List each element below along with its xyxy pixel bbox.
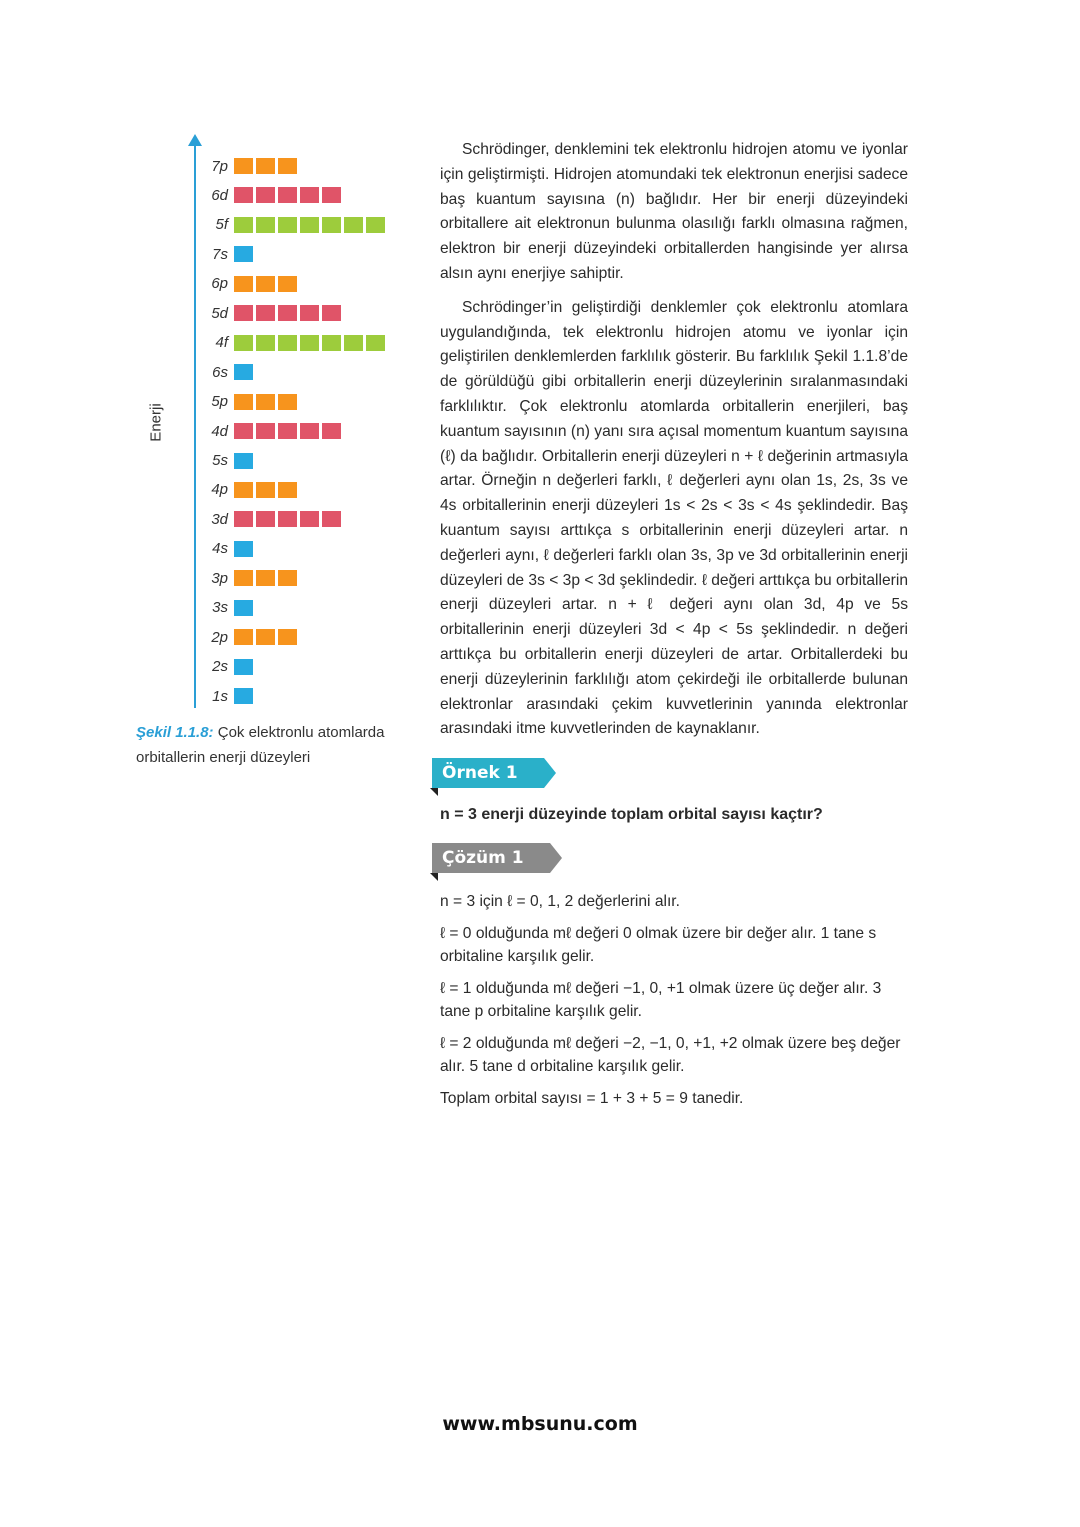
energy-level-3s — [200, 598, 256, 618]
orbital-box-p — [234, 158, 253, 174]
orbital-box-p — [234, 482, 253, 498]
orbital-box-d — [322, 305, 341, 321]
orbital-box-d — [278, 511, 297, 527]
solution-tag-label: Çözüm 1 — [442, 848, 524, 868]
level-label: 4f — [215, 334, 228, 352]
orbital-box-d — [234, 305, 253, 321]
level-label: 7s — [212, 245, 228, 263]
level-label: 2p — [211, 628, 228, 646]
energy-level-5f — [200, 215, 388, 235]
orbital-box-s — [234, 246, 253, 262]
orbital-box-d — [234, 511, 253, 527]
orbital-box-d — [278, 423, 297, 439]
level-label: 7p — [211, 157, 228, 175]
orbital-box-d — [234, 187, 253, 203]
orbital-box-d — [234, 423, 253, 439]
orbital-box-f — [300, 217, 319, 233]
orbital-energy-diagram — [130, 130, 420, 780]
energy-axis — [194, 142, 196, 708]
axis-label: Enerji — [147, 403, 165, 442]
energy-level-5d — [200, 303, 344, 323]
orbital-box-p — [256, 276, 275, 292]
orbital-box-d — [300, 511, 319, 527]
orbital-box-d — [278, 187, 297, 203]
level-label: 5f — [215, 216, 228, 234]
solution-line: ℓ = 1 olduğunda mℓ değeri −1, 0, +1 olmak üzere üç değer alır. 3 tane p orbitaline karşılık gelir. — [440, 980, 882, 1020]
orbital-box-s — [234, 600, 253, 616]
level-label: 6s — [212, 363, 228, 381]
orbital-box-p — [256, 629, 275, 645]
orbital-box-f — [344, 335, 363, 351]
solution-line: n = 3 için ℓ = 0, 1, 2 değerlerini alır. — [440, 893, 680, 910]
solution-tag — [432, 843, 550, 873]
orbital-box-f — [234, 335, 253, 351]
orbital-box-d — [278, 305, 297, 321]
orbital-box-f — [278, 335, 297, 351]
solution-body — [440, 890, 910, 1119]
orbital-box-s — [234, 659, 253, 675]
energy-level-7p — [200, 156, 300, 176]
energy-level-7s — [200, 244, 256, 264]
orbital-box-d — [300, 423, 319, 439]
paragraph-1: Schrödinger, denklemini tek elektronlu hidrojen atomu ve iyonlar için geliştirmişti. Hidrojen atomundaki tek elektronun enerjisi sadece baş kuantum sayısına (n) bağlıdır. Her bir enerji düzeyindeki orbitallere ait elektronun bulunma olasılığı farklı olmasına rağmen, elektron bir enerji düzeyindeki orbitallerden hangisinde yer alırsa alsın aynı enerjiye sahiptir. — [440, 141, 908, 282]
orbital-box-p — [278, 629, 297, 645]
orbital-box-f — [278, 217, 297, 233]
orbital-box-f — [366, 335, 385, 351]
orbital-box-s — [234, 541, 253, 557]
orbital-box-d — [322, 511, 341, 527]
orbital-box-d — [322, 423, 341, 439]
tag-fold-icon — [430, 788, 438, 796]
energy-level-3d — [200, 509, 344, 529]
solution-line: ℓ = 0 olduğunda mℓ değeri 0 olmak üzere bir değer alır. 1 tane s orbitaline karşılık gelir. — [440, 925, 877, 965]
energy-level-4s — [200, 539, 256, 559]
level-label: 5s — [212, 452, 228, 469]
energy-level-6p — [200, 274, 300, 294]
caption-label: Şekil 1.1.8: — [136, 724, 214, 741]
example-tag-label: Örnek 1 — [442, 763, 518, 783]
energy-level-2p — [200, 627, 300, 647]
orbital-box-p — [278, 394, 297, 410]
orbital-box-s — [234, 364, 253, 380]
energy-level-6d — [200, 185, 344, 205]
orbital-box-p — [234, 394, 253, 410]
level-label: 3p — [211, 569, 228, 587]
energy-level-4p — [200, 480, 300, 500]
level-label: 4s — [212, 540, 228, 558]
solution-line: Toplam orbital sayısı = 1 + 3 + 5 = 9 tanedir. — [440, 1090, 744, 1107]
tag-fold-icon — [430, 873, 438, 881]
level-label: 5p — [211, 393, 228, 411]
energy-level-5s — [200, 451, 256, 471]
level-label: 1s — [212, 687, 228, 705]
orbital-box-d — [256, 511, 275, 527]
energy-level-2s — [200, 657, 256, 677]
caption-text: Çok elektronlu atomlarda orbitallerin enerji düzeyleri — [136, 724, 385, 766]
orbital-box-f — [256, 335, 275, 351]
orbital-box-p — [278, 276, 297, 292]
example-question: n = 3 enerji düzeyinde toplam orbital sayısı kaçtır? — [440, 806, 823, 823]
level-label: 6d — [211, 186, 228, 204]
orbital-box-p — [256, 570, 275, 586]
orbital-box-d — [300, 305, 319, 321]
orbital-box-p — [256, 158, 275, 174]
solution-line: ℓ = 2 olduğunda mℓ değeri −2, −1, 0, +1, +2 olmak üzere beş değer alır. 5 tane d orbitaline karşılık gelir. — [440, 1035, 901, 1075]
footer-url: www.mbsunu.com — [442, 1413, 638, 1435]
orbital-box-s — [234, 453, 253, 469]
level-label: 2s — [212, 658, 228, 676]
energy-level-1s — [200, 686, 256, 706]
orbital-box-d — [256, 187, 275, 203]
orbital-box-p — [278, 482, 297, 498]
main-text — [440, 138, 909, 1107]
orbital-box-f — [322, 217, 341, 233]
orbital-box-s — [234, 688, 253, 704]
orbital-box-p — [234, 570, 253, 586]
energy-level-6s — [200, 362, 256, 382]
orbital-box-d — [322, 187, 341, 203]
example-tag — [432, 758, 544, 788]
orbital-box-d — [256, 423, 275, 439]
energy-level-5p — [200, 392, 300, 412]
orbital-box-f — [234, 217, 253, 233]
level-label: 3s — [212, 599, 228, 617]
level-label: 3d — [211, 510, 228, 528]
orbital-box-d — [256, 305, 275, 321]
level-label: 4d — [211, 422, 228, 440]
orbital-box-p — [256, 394, 275, 410]
level-label: 5d — [211, 304, 228, 322]
orbital-box-f — [366, 217, 385, 233]
orbital-box-p — [256, 482, 275, 498]
level-label: 4p — [211, 481, 228, 499]
orbital-box-f — [300, 335, 319, 351]
energy-level-4d — [200, 421, 344, 441]
orbital-box-p — [278, 158, 297, 174]
energy-level-3p — [200, 568, 300, 588]
orbital-box-f — [322, 335, 341, 351]
orbital-box-f — [344, 217, 363, 233]
figure-caption — [136, 720, 426, 770]
orbital-box-p — [278, 570, 297, 586]
orbital-box-p — [234, 629, 253, 645]
orbital-box-p — [234, 276, 253, 292]
level-label: 6p — [211, 275, 228, 293]
energy-level-4f — [200, 333, 388, 353]
orbital-box-d — [300, 187, 319, 203]
orbital-box-f — [256, 217, 275, 233]
paragraph-2: Schrödinger’in geliştirdiği denklemler çok elektronlu atomlara uygulandığında, tek elektronlu hidrojen atomu ve iyonlar için geliştirilen denklemlerden farklılık gösterir. Bu farklılık Şekil 1.1.8’de de görüldüğü gibi orbitallerin enerji düzeylerinin sıralanmasındaki farklılıktır. Çok elektronlu atomlarda orbitallerin enerjileri, baş kuantum sayısının (n) yanı sıra açısal momentum kuantum sayısına (ℓ) da bağlıdır. Orbitallerin enerji düzeyleri n + ℓ değerinin artmasıyla artar. Örneğin n değerleri farklı, ℓ değerleri aynı olan 1s, 2s, 3s ve 4s orbitallerinin enerji düzeyleri 1s < 2s < 3s < 4s şeklindedir. Baş kuantum sayısı arttıkça s orbitallerinin enerji düzeyleri artar. n değerleri aynı, ℓ değerleri farklı olan 3s, 3p ve 3d orbitallerinin enerji düzeyleri de 3s < 3p < 3d şeklindedir. ℓ değeri arttıkça bu orbitallerin enerji düzeyleri artar. n + ℓ değeri aynı olan 3d, 4p ve 5s orbitallerinin enerji düzeyleri 3d < 4p < 5s şeklindedir. n değeri arttıkça bu orbitallerin enerji düzeyleri de artar. Orbitallerdeki bu enerji düzeylerinin farklılığı atom çekirdeği ile orbitallerde bulunan elektronlar arasındaki çekim kuvvetlerinin yanında elektronlar arasındaki itme kuvvetlerinden de kaynaklanır. — [440, 298, 909, 738]
